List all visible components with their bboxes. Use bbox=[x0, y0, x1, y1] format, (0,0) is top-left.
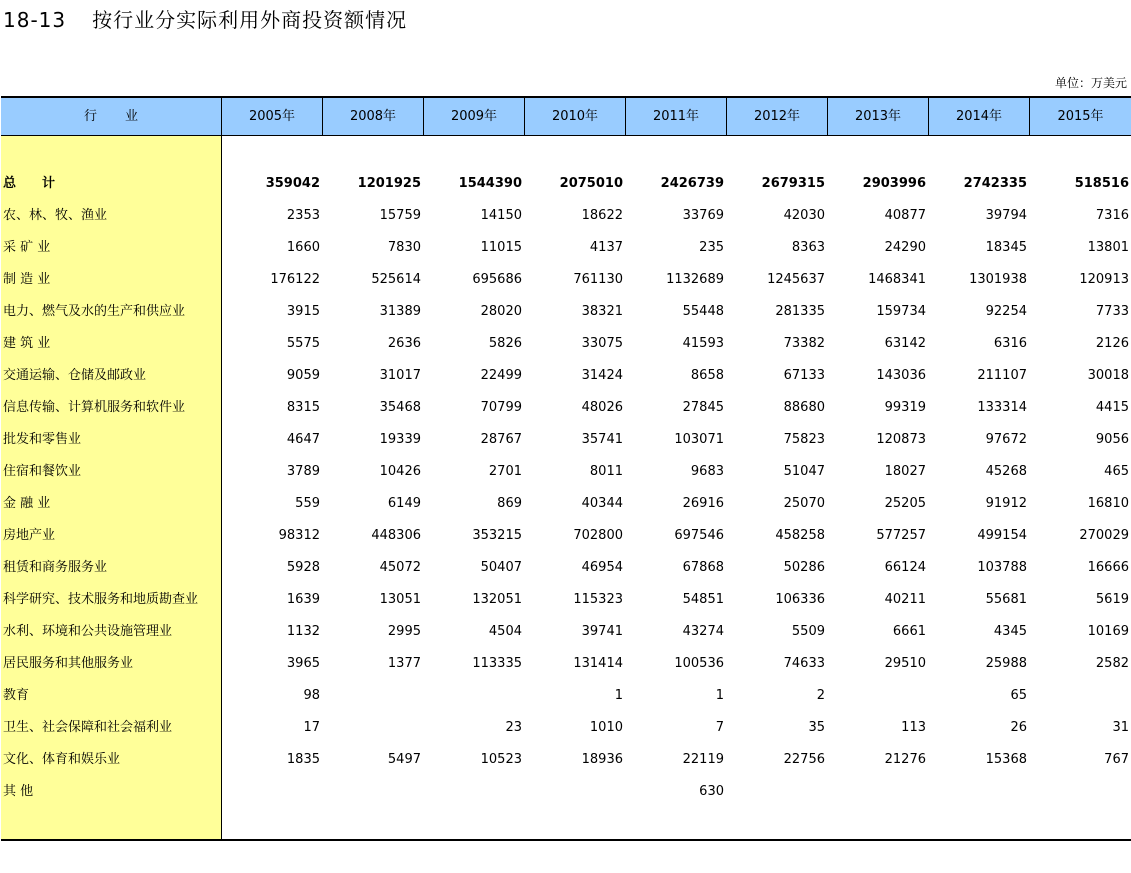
value-cell: 63142 bbox=[884, 336, 926, 351]
value-cell: 702800 bbox=[573, 528, 623, 543]
value-cell: 695686 bbox=[472, 272, 522, 287]
value-cell: 1639 bbox=[286, 592, 320, 607]
table-bottom-border bbox=[1, 839, 1131, 841]
value-cell: 40344 bbox=[581, 496, 623, 511]
page-title bbox=[3, 4, 407, 33]
value-cell: 18936 bbox=[581, 752, 623, 767]
industry-label: 金 融 业 bbox=[3, 496, 51, 511]
value-cell: 22119 bbox=[682, 752, 724, 767]
value-cell: 1468341 bbox=[868, 272, 926, 287]
industry-label: 租赁和商务服务业 bbox=[3, 560, 108, 575]
value-cell: 359042 bbox=[265, 176, 320, 191]
value-cell: 7316 bbox=[1095, 208, 1129, 223]
value-cell: 7733 bbox=[1095, 304, 1129, 319]
value-cell: 1245637 bbox=[767, 272, 825, 287]
value-cell: 67133 bbox=[783, 368, 825, 383]
value-cell: 3915 bbox=[286, 304, 320, 319]
value-cell: 176122 bbox=[270, 272, 320, 287]
value-cell: 25205 bbox=[884, 496, 926, 511]
value-cell: 28767 bbox=[480, 432, 522, 447]
value-cell: 577257 bbox=[876, 528, 926, 543]
value-cell: 27845 bbox=[682, 400, 724, 415]
value-cell: 2126 bbox=[1095, 336, 1129, 351]
value-cell: 525614 bbox=[371, 272, 421, 287]
value-cell bbox=[1029, 776, 1131, 808]
table-row bbox=[1, 616, 1131, 648]
value-cell: 9056 bbox=[1095, 432, 1129, 447]
table-row bbox=[1, 200, 1131, 232]
value-cell: 767 bbox=[1104, 752, 1129, 767]
total-row bbox=[1, 168, 1131, 200]
value-cell: 8315 bbox=[286, 400, 320, 415]
value-cell: 22499 bbox=[480, 368, 522, 383]
industry-label: 水利、环境和公共设施管理业 bbox=[3, 624, 173, 639]
industry-label: 信息传输、计算机服务和软件业 bbox=[3, 400, 186, 415]
value-cell: 31389 bbox=[379, 304, 421, 319]
value-cell: 40211 bbox=[884, 592, 926, 607]
value-cell: 35468 bbox=[379, 400, 421, 415]
value-cell: 120913 bbox=[1079, 272, 1129, 287]
industry-label: 交通运输、仓储及邮政业 bbox=[3, 368, 147, 383]
value-cell: 31424 bbox=[581, 368, 623, 383]
value-cell: 4647 bbox=[286, 432, 320, 447]
table-row bbox=[1, 360, 1131, 392]
industry-label: 居民服务和其他服务业 bbox=[3, 656, 134, 671]
value-cell: 50286 bbox=[783, 560, 825, 575]
value-cell: 10169 bbox=[1087, 624, 1129, 639]
industry-label: 农、林、牧、渔业 bbox=[3, 208, 108, 223]
value-cell: 869 bbox=[497, 496, 522, 511]
value-cell: 1010 bbox=[589, 720, 623, 735]
table-row bbox=[1, 744, 1131, 776]
table-row bbox=[1, 776, 1131, 808]
value-cell: 18345 bbox=[985, 240, 1027, 255]
value-cell: 3965 bbox=[286, 656, 320, 671]
value-cell: 2742335 bbox=[963, 176, 1027, 191]
value-cell bbox=[928, 776, 1029, 808]
value-cell: 33075 bbox=[581, 336, 623, 351]
value-cell: 143036 bbox=[876, 368, 926, 383]
value-cell: 31017 bbox=[379, 368, 421, 383]
value-cell: 23 bbox=[505, 720, 522, 735]
table-title: 按行业分实际利用外商投资额情况 bbox=[92, 8, 408, 32]
value-cell: 5509 bbox=[791, 624, 825, 639]
value-cell: 5575 bbox=[286, 336, 320, 351]
value-cell: 1132689 bbox=[666, 272, 724, 287]
value-cell: 113335 bbox=[472, 656, 522, 671]
value-cell: 8658 bbox=[690, 368, 724, 383]
table-row bbox=[1, 488, 1131, 520]
value-cell: 10523 bbox=[480, 752, 522, 767]
value-cell: 2701 bbox=[488, 464, 522, 479]
table-row bbox=[1, 232, 1131, 264]
value-cell bbox=[221, 776, 322, 808]
unit-label: 单位：万美元 bbox=[1054, 76, 1127, 90]
table-row bbox=[1, 424, 1131, 456]
table-row bbox=[1, 680, 1131, 712]
value-cell: 559 bbox=[295, 496, 320, 511]
value-cell: 1835 bbox=[286, 752, 320, 767]
industry-label: 卫生、社会保障和社会福利业 bbox=[3, 720, 173, 735]
value-cell: 91912 bbox=[985, 496, 1027, 511]
value-cell: 15368 bbox=[985, 752, 1027, 767]
value-cell: 38321 bbox=[581, 304, 623, 319]
value-cell bbox=[1029, 680, 1131, 712]
value-cell: 4415 bbox=[1095, 400, 1129, 415]
industry-label: 制 造 业 bbox=[3, 272, 51, 287]
value-cell: 1201925 bbox=[357, 176, 421, 191]
value-cell: 2903996 bbox=[862, 176, 926, 191]
value-cell: 25070 bbox=[783, 496, 825, 511]
value-cell: 211107 bbox=[977, 368, 1027, 383]
value-cell: 51047 bbox=[783, 464, 825, 479]
value-cell bbox=[322, 680, 423, 712]
header-industry: 行业 bbox=[83, 109, 166, 124]
industry-label: 电力、燃气及水的生产和供应业 bbox=[3, 304, 186, 319]
header-year: 2015年 bbox=[1029, 98, 1131, 136]
table-row bbox=[1, 552, 1131, 584]
header-year: 2009年 bbox=[423, 98, 524, 136]
value-cell: 100536 bbox=[674, 656, 724, 671]
value-cell: 30018 bbox=[1087, 368, 1129, 383]
value-cell: 2582 bbox=[1095, 656, 1129, 671]
value-cell: 8363 bbox=[791, 240, 825, 255]
value-cell: 11015 bbox=[480, 240, 522, 255]
value-cell: 65 bbox=[1010, 688, 1027, 703]
value-cell: 4137 bbox=[589, 240, 623, 255]
value-cell: 55448 bbox=[682, 304, 724, 319]
value-cell: 113 bbox=[901, 720, 926, 735]
value-cell: 14150 bbox=[480, 208, 522, 223]
value-cell: 16666 bbox=[1087, 560, 1129, 575]
value-cell: 2636 bbox=[387, 336, 421, 351]
value-cell: 132051 bbox=[472, 592, 522, 607]
table-row bbox=[1, 456, 1131, 488]
value-cell: 54851 bbox=[682, 592, 724, 607]
industry-label: 其 他 bbox=[3, 784, 34, 799]
value-cell bbox=[726, 776, 827, 808]
industry-label: 房地产业 bbox=[3, 528, 56, 543]
value-cell: 2995 bbox=[387, 624, 421, 639]
value-cell: 92254 bbox=[985, 304, 1027, 319]
value-cell: 2075010 bbox=[559, 176, 623, 191]
table-row bbox=[1, 584, 1131, 616]
value-cell: 9683 bbox=[690, 464, 724, 479]
value-cell: 73382 bbox=[783, 336, 825, 351]
value-cell: 2679315 bbox=[761, 176, 825, 191]
value-cell: 133314 bbox=[977, 400, 1027, 415]
value-cell: 98312 bbox=[278, 528, 320, 543]
industry-label: 教育 bbox=[3, 688, 30, 703]
value-cell: 21276 bbox=[884, 752, 926, 767]
value-cell: 1301938 bbox=[969, 272, 1027, 287]
header-year: 2008年 bbox=[322, 98, 423, 136]
value-cell: 43274 bbox=[682, 624, 724, 639]
value-cell: 2 bbox=[816, 688, 825, 703]
value-cell bbox=[827, 680, 928, 712]
value-cell: 98 bbox=[303, 688, 320, 703]
industry-label: 科学研究、技术服务和地质勘查业 bbox=[3, 592, 199, 607]
value-cell: 18027 bbox=[884, 464, 926, 479]
value-cell: 88680 bbox=[783, 400, 825, 415]
value-cell bbox=[423, 680, 524, 712]
value-cell: 697546 bbox=[674, 528, 724, 543]
table-row bbox=[1, 296, 1131, 328]
value-cell: 106336 bbox=[775, 592, 825, 607]
value-cell: 67868 bbox=[682, 560, 724, 575]
value-cell: 281335 bbox=[775, 304, 825, 319]
value-cell bbox=[423, 776, 524, 808]
value-cell: 630 bbox=[699, 784, 724, 799]
value-cell: 75823 bbox=[783, 432, 825, 447]
value-cell: 270029 bbox=[1079, 528, 1129, 543]
value-cell: 235 bbox=[699, 240, 724, 255]
value-cell: 66124 bbox=[884, 560, 926, 575]
value-cell: 24290 bbox=[884, 240, 926, 255]
value-cell: 26 bbox=[1010, 720, 1027, 735]
value-cell: 16810 bbox=[1087, 496, 1129, 511]
value-cell: 35 bbox=[808, 720, 825, 735]
value-cell: 3789 bbox=[286, 464, 320, 479]
value-cell: 120873 bbox=[876, 432, 926, 447]
value-cell: 13051 bbox=[379, 592, 421, 607]
table-row bbox=[1, 712, 1131, 744]
table-row bbox=[1, 648, 1131, 680]
value-cell: 42030 bbox=[783, 208, 825, 223]
value-cell: 6149 bbox=[387, 496, 421, 511]
industry-label: 建 筑 业 bbox=[3, 336, 51, 351]
value-cell: 448306 bbox=[371, 528, 421, 543]
value-cell: 55681 bbox=[985, 592, 1027, 607]
value-cell: 29510 bbox=[884, 656, 926, 671]
industry-label: 住宿和餐饮业 bbox=[3, 464, 82, 479]
value-cell: 2426739 bbox=[660, 176, 724, 191]
value-cell: 4345 bbox=[993, 624, 1027, 639]
value-cell bbox=[322, 776, 423, 808]
value-cell: 10426 bbox=[379, 464, 421, 479]
value-cell bbox=[524, 776, 625, 808]
table-number: 18-13 bbox=[3, 8, 67, 32]
value-cell: 39794 bbox=[985, 208, 1027, 223]
value-cell: 48026 bbox=[581, 400, 623, 415]
value-cell: 8011 bbox=[589, 464, 623, 479]
value-cell: 74633 bbox=[783, 656, 825, 671]
value-cell: 33769 bbox=[682, 208, 724, 223]
value-cell: 97672 bbox=[985, 432, 1027, 447]
value-cell: 353215 bbox=[472, 528, 522, 543]
value-cell: 6661 bbox=[892, 624, 926, 639]
value-cell: 761130 bbox=[573, 272, 623, 287]
value-cell: 18622 bbox=[581, 208, 623, 223]
value-cell: 22756 bbox=[783, 752, 825, 767]
header-year: 2012年 bbox=[726, 98, 827, 136]
value-cell: 31 bbox=[1112, 720, 1129, 735]
value-cell: 2353 bbox=[286, 208, 320, 223]
header-year: 2014年 bbox=[928, 98, 1029, 136]
table-row bbox=[1, 264, 1131, 296]
value-cell: 46954 bbox=[581, 560, 623, 575]
value-cell: 465 bbox=[1104, 464, 1129, 479]
header-year: 2010年 bbox=[524, 98, 625, 136]
value-cell: 499154 bbox=[977, 528, 1027, 543]
value-cell: 1544390 bbox=[458, 176, 522, 191]
value-cell: 5826 bbox=[488, 336, 522, 351]
value-cell: 26916 bbox=[682, 496, 724, 511]
value-cell: 4504 bbox=[488, 624, 522, 639]
industry-label: 文化、体育和娱乐业 bbox=[3, 752, 121, 767]
value-cell: 131414 bbox=[573, 656, 623, 671]
value-cell: 28020 bbox=[480, 304, 522, 319]
value-cell: 5928 bbox=[286, 560, 320, 575]
value-cell: 1 bbox=[715, 688, 724, 703]
industry-label: 采 矿 业 bbox=[3, 240, 51, 255]
table-row bbox=[1, 392, 1131, 424]
value-cell: 35741 bbox=[581, 432, 623, 447]
value-cell: 70799 bbox=[480, 400, 522, 415]
value-cell: 1660 bbox=[286, 240, 320, 255]
value-cell: 7830 bbox=[387, 240, 421, 255]
value-cell: 115323 bbox=[573, 592, 623, 607]
data-table bbox=[1, 96, 1131, 841]
value-cell: 7 bbox=[715, 720, 724, 735]
header-year: 2011年 bbox=[625, 98, 726, 136]
value-cell: 6316 bbox=[993, 336, 1027, 351]
value-cell: 45268 bbox=[985, 464, 1027, 479]
value-cell: 99319 bbox=[884, 400, 926, 415]
table-row bbox=[1, 520, 1131, 552]
value-cell: 9059 bbox=[286, 368, 320, 383]
header-year: 2013年 bbox=[827, 98, 928, 136]
value-cell bbox=[827, 776, 928, 808]
value-cell bbox=[322, 712, 423, 744]
value-cell: 103071 bbox=[674, 432, 724, 447]
value-cell: 45072 bbox=[379, 560, 421, 575]
value-cell: 518516 bbox=[1074, 176, 1129, 191]
value-cell: 41593 bbox=[682, 336, 724, 351]
value-cell: 1 bbox=[614, 688, 623, 703]
value-cell: 50407 bbox=[480, 560, 522, 575]
value-cell: 17 bbox=[303, 720, 320, 735]
table-row bbox=[1, 328, 1131, 360]
value-cell: 1132 bbox=[286, 624, 320, 639]
value-cell: 40877 bbox=[884, 208, 926, 223]
value-cell: 5497 bbox=[387, 752, 421, 767]
value-cell: 159734 bbox=[876, 304, 926, 319]
industry-label: 总 计 bbox=[3, 176, 56, 191]
value-cell: 39741 bbox=[581, 624, 623, 639]
value-cell: 19339 bbox=[379, 432, 421, 447]
header-year: 2005年 bbox=[221, 98, 322, 136]
table-header bbox=[1, 96, 1131, 136]
value-cell: 103788 bbox=[977, 560, 1027, 575]
industry-label: 批发和零售业 bbox=[3, 432, 82, 447]
value-cell: 15759 bbox=[379, 208, 421, 223]
value-cell: 25988 bbox=[985, 656, 1027, 671]
value-cell: 13801 bbox=[1087, 240, 1129, 255]
value-cell: 458258 bbox=[775, 528, 825, 543]
value-cell: 5619 bbox=[1095, 592, 1129, 607]
value-cell: 1377 bbox=[387, 656, 421, 671]
